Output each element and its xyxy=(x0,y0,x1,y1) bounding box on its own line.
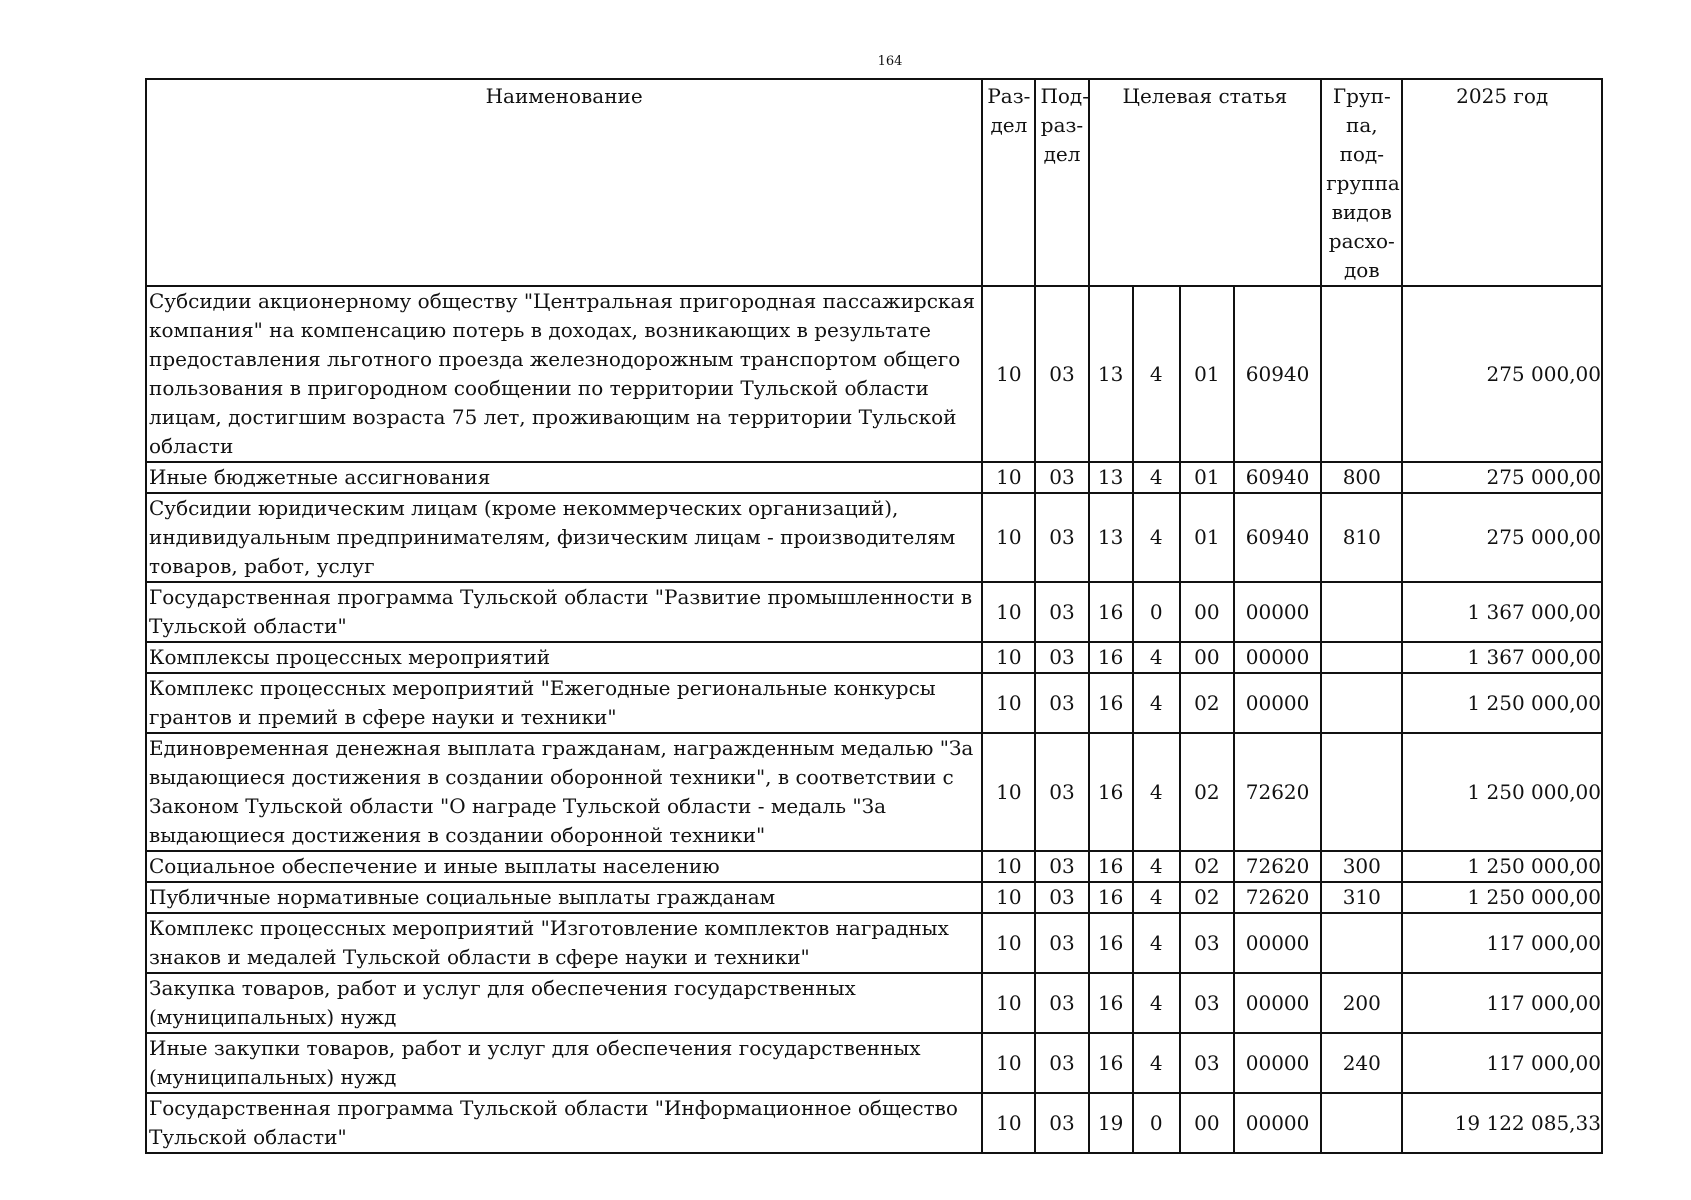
row-razdel: 10 xyxy=(982,582,1035,642)
row-target-group: 02 xyxy=(1180,673,1234,733)
row-amount: 1 250 000,00 xyxy=(1402,673,1602,733)
row-target-program: 16 xyxy=(1089,733,1133,851)
row-target-code: 72620 xyxy=(1234,851,1321,882)
row-podrazdel: 03 xyxy=(1035,493,1088,582)
row-podrazdel: 03 xyxy=(1035,1033,1088,1093)
row-expense-group: 240 xyxy=(1321,1033,1402,1093)
row-target-group: 01 xyxy=(1180,462,1234,493)
row-razdel: 10 xyxy=(982,1033,1035,1093)
row-amount: 1 250 000,00 xyxy=(1402,733,1602,851)
row-target-group: 03 xyxy=(1180,973,1234,1033)
table-row xyxy=(146,973,1602,1033)
row-target-code: 00000 xyxy=(1234,973,1321,1033)
row-target-type: 4 xyxy=(1133,882,1180,913)
row-razdel: 10 xyxy=(982,882,1035,913)
table-row xyxy=(146,673,1602,733)
row-target-code: 00000 xyxy=(1234,1093,1321,1153)
row-name: Субсидии юридическим лицам (кроме некоммерческих организаций), индивидуальным предпринимателям, физическим лицам - производителям товаров, работ, услуг xyxy=(146,493,982,582)
row-podrazdel: 03 xyxy=(1035,1093,1088,1153)
row-target-type: 4 xyxy=(1133,493,1180,582)
row-amount: 1 367 000,00 xyxy=(1402,582,1602,642)
row-podrazdel: 03 xyxy=(1035,286,1088,462)
row-target-type: 4 xyxy=(1133,1033,1180,1093)
row-target-group: 01 xyxy=(1180,286,1234,462)
table-row xyxy=(146,1033,1602,1093)
table-row xyxy=(146,733,1602,851)
row-target-program: 16 xyxy=(1089,673,1133,733)
row-target-program: 19 xyxy=(1089,1093,1133,1153)
row-target-type: 4 xyxy=(1133,851,1180,882)
row-target-type: 4 xyxy=(1133,286,1180,462)
table-row xyxy=(146,913,1602,973)
row-name: Публичные нормативные социальные выплаты гражданам xyxy=(146,882,982,913)
row-target-type: 0 xyxy=(1133,1093,1180,1153)
row-target-code: 00000 xyxy=(1234,642,1321,673)
page-number: 164 xyxy=(877,54,903,69)
header-razdel: Раз- дел xyxy=(982,79,1035,286)
row-expense-group xyxy=(1321,733,1402,851)
row-name: Иные бюджетные ассигнования xyxy=(146,462,982,493)
table-row xyxy=(146,286,1602,462)
row-expense-group xyxy=(1321,673,1402,733)
row-razdel: 10 xyxy=(982,913,1035,973)
row-target-group: 02 xyxy=(1180,733,1234,851)
row-razdel: 10 xyxy=(982,733,1035,851)
row-target-group: 03 xyxy=(1180,913,1234,973)
row-name: Закупка товаров, работ и услуг для обеспечения государственных (муниципальных) нужд xyxy=(146,973,982,1033)
table-row xyxy=(146,462,1602,493)
row-amount: 1 250 000,00 xyxy=(1402,882,1602,913)
row-target-type: 4 xyxy=(1133,673,1180,733)
row-amount: 19 122 085,33 xyxy=(1402,1093,1602,1153)
table-body xyxy=(146,286,1602,1153)
row-expense-group xyxy=(1321,913,1402,973)
table-row xyxy=(146,582,1602,642)
row-razdel: 10 xyxy=(982,642,1035,673)
header-group: Груп- па, под- группа видов расхо- дов xyxy=(1321,79,1402,286)
header-name: Наименование xyxy=(146,79,982,286)
row-name: Единовременная денежная выплата гражданам, награжденным медалью "За выдающиеся достижения в создании оборонной техники", в соответствии с Законом Тульской области "О награде Тульской области - медаль "За выдающиеся достижения в создании оборонной техники" xyxy=(146,733,982,851)
row-target-group: 02 xyxy=(1180,882,1234,913)
row-podrazdel: 03 xyxy=(1035,882,1088,913)
row-target-code: 72620 xyxy=(1234,882,1321,913)
row-razdel: 10 xyxy=(982,851,1035,882)
row-razdel: 10 xyxy=(982,462,1035,493)
row-target-type: 0 xyxy=(1133,582,1180,642)
row-name: Комплекс процессных мероприятий "Изготовление комплектов наградных знаков и медалей Тульской области в сфере науки и техники" xyxy=(146,913,982,973)
row-target-program: 16 xyxy=(1089,973,1133,1033)
row-razdel: 10 xyxy=(982,1093,1035,1153)
row-target-code: 72620 xyxy=(1234,733,1321,851)
row-target-code: 00000 xyxy=(1234,1033,1321,1093)
row-amount: 117 000,00 xyxy=(1402,1033,1602,1093)
row-expense-group xyxy=(1321,1093,1402,1153)
row-name: Комплексы процессных мероприятий xyxy=(146,642,982,673)
row-amount: 117 000,00 xyxy=(1402,973,1602,1033)
row-name: Иные закупки товаров, работ и услуг для обеспечения государственных (муниципальных) нужд xyxy=(146,1033,982,1093)
row-target-group: 00 xyxy=(1180,1093,1234,1153)
row-target-program: 16 xyxy=(1089,913,1133,973)
table-row xyxy=(146,1093,1602,1153)
row-razdel: 10 xyxy=(982,493,1035,582)
row-target-group: 01 xyxy=(1180,493,1234,582)
row-target-code: 60940 xyxy=(1234,493,1321,582)
row-podrazdel: 03 xyxy=(1035,913,1088,973)
row-target-type: 4 xyxy=(1133,913,1180,973)
row-razdel: 10 xyxy=(982,286,1035,462)
row-podrazdel: 03 xyxy=(1035,642,1088,673)
row-name: Государственная программа Тульской области "Развитие промышленности в Тульской области" xyxy=(146,582,982,642)
row-name: Государственная программа Тульской области "Информационное общество Тульской области" xyxy=(146,1093,982,1153)
row-target-program: 13 xyxy=(1089,462,1133,493)
row-amount: 275 000,00 xyxy=(1402,493,1602,582)
header-target: Целевая статья xyxy=(1089,79,1322,286)
row-target-program: 16 xyxy=(1089,582,1133,642)
row-target-code: 00000 xyxy=(1234,673,1321,733)
row-target-group: 02 xyxy=(1180,851,1234,882)
row-target-type: 4 xyxy=(1133,462,1180,493)
row-podrazdel: 03 xyxy=(1035,582,1088,642)
row-target-type: 4 xyxy=(1133,733,1180,851)
table-row xyxy=(146,642,1602,673)
row-amount: 275 000,00 xyxy=(1402,462,1602,493)
header-year: 2025 год xyxy=(1402,79,1602,286)
row-podrazdel: 03 xyxy=(1035,673,1088,733)
row-target-type: 4 xyxy=(1133,642,1180,673)
row-target-code: 60940 xyxy=(1234,286,1321,462)
row-amount: 117 000,00 xyxy=(1402,913,1602,973)
row-target-group: 00 xyxy=(1180,582,1234,642)
row-expense-group: 810 xyxy=(1321,493,1402,582)
row-expense-group: 200 xyxy=(1321,973,1402,1033)
table-row xyxy=(146,851,1602,882)
row-amount: 275 000,00 xyxy=(1402,286,1602,462)
row-razdel: 10 xyxy=(982,973,1035,1033)
row-target-program: 16 xyxy=(1089,1033,1133,1093)
row-expense-group xyxy=(1321,642,1402,673)
row-target-code: 60940 xyxy=(1234,462,1321,493)
row-target-program: 16 xyxy=(1089,642,1133,673)
row-target-group: 00 xyxy=(1180,642,1234,673)
row-target-group: 03 xyxy=(1180,1033,1234,1093)
row-target-program: 13 xyxy=(1089,493,1133,582)
row-amount: 1 250 000,00 xyxy=(1402,851,1602,882)
row-target-code: 00000 xyxy=(1234,582,1321,642)
row-podrazdel: 03 xyxy=(1035,462,1088,493)
row-name: Комплекс процессных мероприятий "Ежегодные региональные конкурсы грантов и премий в сфере науки и техники" xyxy=(146,673,982,733)
budget-table xyxy=(145,78,1603,1154)
row-razdel: 10 xyxy=(982,673,1035,733)
row-expense-group xyxy=(1321,582,1402,642)
row-podrazdel: 03 xyxy=(1035,851,1088,882)
row-target-code: 00000 xyxy=(1234,913,1321,973)
row-podrazdel: 03 xyxy=(1035,973,1088,1033)
row-target-program: 16 xyxy=(1089,851,1133,882)
row-expense-group: 310 xyxy=(1321,882,1402,913)
table-row xyxy=(146,882,1602,913)
table-row xyxy=(146,493,1602,582)
row-podrazdel: 03 xyxy=(1035,733,1088,851)
table-header-row xyxy=(146,79,1602,286)
row-name: Субсидии акционерному обществу "Центральная пригородная пассажирская компания" на компенсацию потерь в доходах, возникающих в результате предоставления льготного проезда железнодорожным транспортом общего пользования в пригородном сообщении по территории Тульской области лицам, достигшим возраста 75 лет, проживающим на территории Тульской области xyxy=(146,286,982,462)
row-expense-group: 300 xyxy=(1321,851,1402,882)
row-target-program: 13 xyxy=(1089,286,1133,462)
header-podrazdel: Под- раз- дел xyxy=(1035,79,1088,286)
row-expense-group xyxy=(1321,286,1402,462)
row-target-type: 4 xyxy=(1133,973,1180,1033)
row-name: Социальное обеспечение и иные выплаты населению xyxy=(146,851,982,882)
row-expense-group: 800 xyxy=(1321,462,1402,493)
row-amount: 1 367 000,00 xyxy=(1402,642,1602,673)
row-target-program: 16 xyxy=(1089,882,1133,913)
